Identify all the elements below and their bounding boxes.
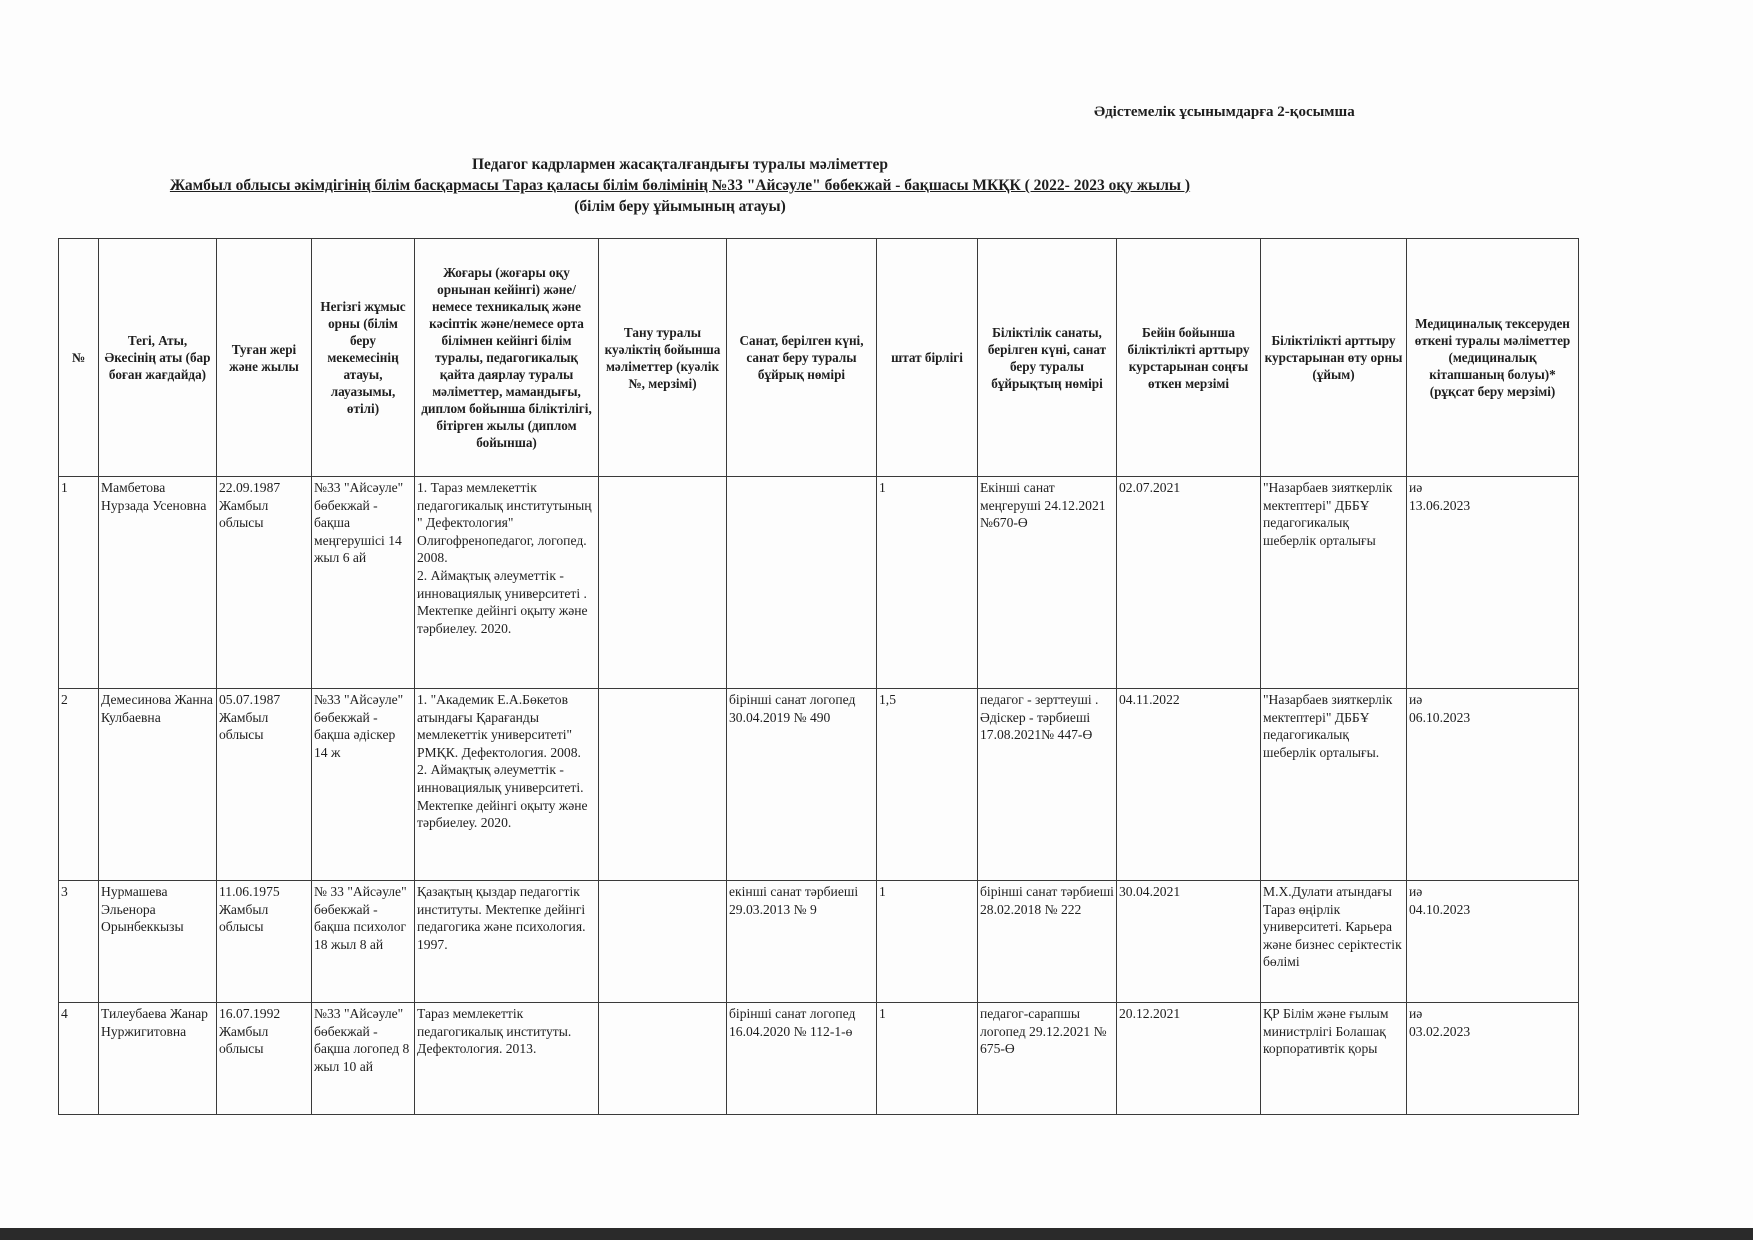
document-title	[120, 154, 1240, 217]
cell-no: 4	[59, 1003, 99, 1115]
cell-workplace: №33 "Айсәуле" бөбекжай - бақша әдіскер 14 ж	[312, 689, 415, 881]
staff-table	[58, 238, 1579, 1115]
cell-medical: иә 13.06.2023	[1407, 477, 1579, 689]
title-line-1: Педагог кадрлармен жасақталғандығы туралы мәліметтер	[472, 156, 888, 173]
cell-qualification: педагог-сарапшы логопед 29.12.2021 № 675-Ө	[978, 1003, 1117, 1115]
header-name: Тегі, Аты, Әкесінің аты (бар боған жағдайда)	[99, 239, 217, 477]
cell-course-place: "Назарбаев зияткерлік мектептері" ДББҰ педагогикалық шеберлік орталығы.	[1261, 689, 1407, 881]
cell-recognition	[599, 881, 727, 1003]
cell-category: екінші санат тәрбиеші 29.03.2013 № 9	[727, 881, 877, 1003]
cell-qualification: бірінші санат тәрбиеші 28.02.2018 № 222	[978, 881, 1117, 1003]
cell-name: Нурмашева Эльенора Орынбеккызы	[99, 881, 217, 1003]
cell-workplace: №33 "Айсәуле" бөбекжай - бақша логопед 8 жыл 10 ай	[312, 1003, 415, 1115]
cell-course-place: ҚР Білім және ғылым министрлігі Болашақ корпоративтік қоры	[1261, 1003, 1407, 1115]
cell-staff-unit: 1	[877, 477, 978, 689]
header-category: Санат, берілген күні, санат беру туралы бұйрық нөмірі	[727, 239, 877, 477]
table-body	[59, 477, 1579, 1115]
table-row	[59, 477, 1579, 689]
header-no: №	[59, 239, 99, 477]
cell-course-date: 20.12.2021	[1117, 1003, 1261, 1115]
header-birth: Туған жері және жылы	[217, 239, 312, 477]
cell-qualification: педагог - зерттеуші . Әдіскер - тәрбиеші 17.08.2021№ 447-Ө	[978, 689, 1117, 881]
table-row	[59, 1003, 1579, 1115]
cell-name: Демесинова Жанна Кулбаевна	[99, 689, 217, 881]
cell-medical: иә 03.02.2023	[1407, 1003, 1579, 1115]
cell-birth: 05.07.1987 Жамбыл облысы	[217, 689, 312, 881]
cell-education: Тараз мемлекеттік педагогикалық институты. Дефектология. 2013.	[415, 1003, 599, 1115]
annex-note: Әдістемелік ұсынымдарға 2-қосымша	[1094, 104, 1355, 120]
cell-birth: 16.07.1992 Жамбыл облысы	[217, 1003, 312, 1115]
cell-birth: 22.09.1987 Жамбыл облысы	[217, 477, 312, 689]
cell-category: бірінші санат логопед 30.04.2019 № 490	[727, 689, 877, 881]
cell-no: 3	[59, 881, 99, 1003]
cell-recognition	[599, 689, 727, 881]
cell-category	[727, 477, 877, 689]
cell-course-date: 04.11.2022	[1117, 689, 1261, 881]
cell-birth: 11.06.1975 Жамбыл облысы	[217, 881, 312, 1003]
cell-no: 2	[59, 689, 99, 881]
header-course-place: Біліктілікті арттыру курстарынан өту орны (ұйым)	[1261, 239, 1407, 477]
scan-edge	[0, 1228, 1753, 1240]
cell-education: 1. "Академик Е.А.Бөкетов атындағы Қарағанды мемлекеттік университеті" РМҚК. Дефектология. 2008. 2. Аймақтық әлеуметтік - инновациялық университеті. Мектепке дейінгі оқыту және тәрбиелеу. 2020.	[415, 689, 599, 881]
cell-course-date: 02.07.2021	[1117, 477, 1261, 689]
cell-qualification: Екінші санат меңгеруші 24.12.2021 №670-Ө	[978, 477, 1117, 689]
cell-staff-unit: 1	[877, 1003, 978, 1115]
header-recognition: Тану туралы куәліктің бойынша мәліметтер (куәлік №, мерзімі)	[599, 239, 727, 477]
cell-course-place: "Назарбаев зияткерлік мектептері" ДББҰ педагогикалық шеберлік орталығы	[1261, 477, 1407, 689]
cell-education: Қазақтың қыздар педагогтік институты. Мектепке дейінгі педагогика және психология. 1997.	[415, 881, 599, 1003]
cell-recognition	[599, 1003, 727, 1115]
header-qualification: Біліктілік санаты, берілген күні, санат беру туралы бұйрықтың нөмірі	[978, 239, 1117, 477]
cell-medical: иә 04.10.2023	[1407, 881, 1579, 1003]
cell-recognition	[599, 477, 727, 689]
header-staff-unit: штат бірлігі	[877, 239, 978, 477]
cell-education: 1. Тараз мемлекеттік педагогикалық институтының " Дефектология" Олигофренопедагог, логопед. 2008. 2. Аймақтық әлеуметтік - инновациялық университеті . Мектепке дейінгі оқыту және тәрбиелеу. 2020.	[415, 477, 599, 689]
table-row	[59, 881, 1579, 1003]
cell-course-place: М.Х.Дулати атындағы Тараз өңірлік университеті. Карьера және бизнес серіктестік бөлімі	[1261, 881, 1407, 1003]
header-education: Жоғары (жоғары оқу орнынан кейінгі) және/немесе техникалық және кәсіптік және/немесе орта білімнен кейінгі білім туралы, педагогикалық қайта даярлау туралы мәліметтер, мамандығы, диплом бойынша біліктілігі, бітірген жылы (диплом бойынша)	[415, 239, 599, 477]
table-row	[59, 689, 1579, 881]
cell-workplace: №33 "Айсәуле" бөбекжай - бақша меңгерушісі 14 жыл 6 ай	[312, 477, 415, 689]
header-workplace: Негізгі жұмыс орны (білім беру мекемесінің атауы, лауазымы, өтілі)	[312, 239, 415, 477]
cell-no: 1	[59, 477, 99, 689]
cell-course-date: 30.04.2021	[1117, 881, 1261, 1003]
header-course-date: Бейін бойынша біліктілікті арттыру курстарынан соңғы өткен мерзімі	[1117, 239, 1261, 477]
title-organization: Жамбыл облысы әкімдігінің білім басқармасы Тараз қаласы білім бөлімінің №33 "Айсәуле" бөбекжай - бақшасы МКҚК ( 2022- 2023 оқу жылы )	[169, 177, 1191, 194]
table-header-row	[59, 239, 1579, 477]
title-line-3: (білім беру ұйымының атауы)	[574, 198, 786, 215]
cell-name: Мамбетова Нурзада Усеновна	[99, 477, 217, 689]
cell-workplace: № 33 "Айсәуле" бөбекжай - бақша психолог 18 жыл 8 ай	[312, 881, 415, 1003]
header-medical: Медициналық тексеруден өткені туралы мәліметтер (медициналық кітапшаның болуы)* (рұқсат беру мерзімі)	[1407, 239, 1579, 477]
cell-name: Тилеубаева Жанар Нуржигитовна	[99, 1003, 217, 1115]
cell-staff-unit: 1	[877, 881, 978, 1003]
cell-category: бірінші санат логопед 16.04.2020 № 112-1-ө	[727, 1003, 877, 1115]
cell-medical: иә 06.10.2023	[1407, 689, 1579, 881]
cell-staff-unit: 1,5	[877, 689, 978, 881]
